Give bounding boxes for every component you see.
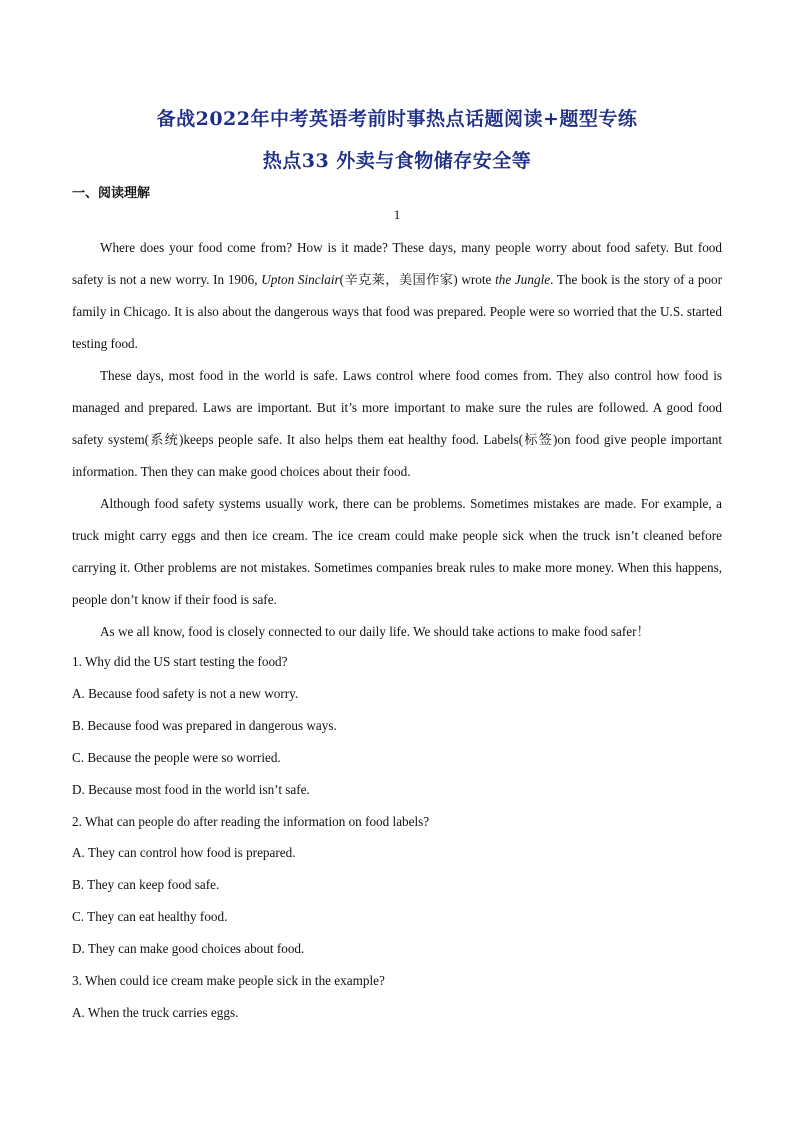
reading-passage [72,232,722,648]
question-1-option-d: D. Because most food in the world isn’t safe. [72,781,310,797]
question-3-stem: 3. When could ice cream make people sick in the example? [72,973,385,989]
question-2-option-c: C. They can eat healthy food. [72,909,228,925]
question-1-option-b: B. Because food was prepared in dangerous ways. [72,717,337,733]
question-list [72,646,722,1029]
question-2-option-d: D. They can make good choices about food. [72,941,305,957]
passage-number: 1 [393,207,401,222]
paragraph-1-text-a: Where does your food come from? How is it made? These days, many people worry about food safety. But food safety is not a new worry. In 1906, [72,240,722,287]
paragraph-1-text-b: (辛克莱，美国作家) wrote [339,272,496,287]
document-title: 备战2022年中考英语考前时事热点话题阅读+题型专练 [156,108,638,130]
paragraph-3: Although food safety systems usually work, there can be problems. Sometimes mistakes are made. For example, a truck might carry eggs and then ice cream. The ice cream could make people sick when the truck isn’t cleaned before carrying it. Other problems are not mistakes. Sometimes companies break rules to make more money. When this happens, people don’t know if their food is safe. [72,496,722,607]
question-3-option-a: A. When the truck carries eggs. [72,1004,239,1020]
document-subtitle: 热点33 外卖与食物储存安全等 [262,150,532,172]
paragraph-4: As we all know, food is closely connected to our daily life. We should take actions to make food safer！ [100,624,650,639]
question-1-option-c: C. Because the people were so worried. [72,749,281,765]
question-2-stem: 2. What can people do after reading the information on food labels? [72,813,430,829]
question-2-option-b: B. They can keep food safe. [72,877,220,893]
book-title: the Jungle [495,272,551,287]
paragraph-1 [72,232,722,360]
paragraph-1-text-c: . The book is the story of a poor family in Chicago. It is also about the dangerous ways that food was prepared. People were so worried that the U.S. started testing food. [72,272,722,351]
section-heading: 一、阅读理解 [72,186,151,201]
question-1-stem: 1. Why did the US start testing the food? [72,654,288,669]
question-1-option-a: A. Because food safety is not a new worry. [72,685,299,701]
author-name: Upton Sinclair [261,272,340,287]
question-2-option-a: A. They can control how food is prepared. [72,845,296,861]
paragraph-2: These days, most food in the world is safe. Laws control where food comes from. They also control how food is managed and prepared. Laws are important. But it’s more important to make sure the rules are followed. A good food safety system(系统)keeps people safe. It also helps them eat healthy food. Labels(标签)on food give people important information. Then they can make good choices about their food. [72,368,722,479]
